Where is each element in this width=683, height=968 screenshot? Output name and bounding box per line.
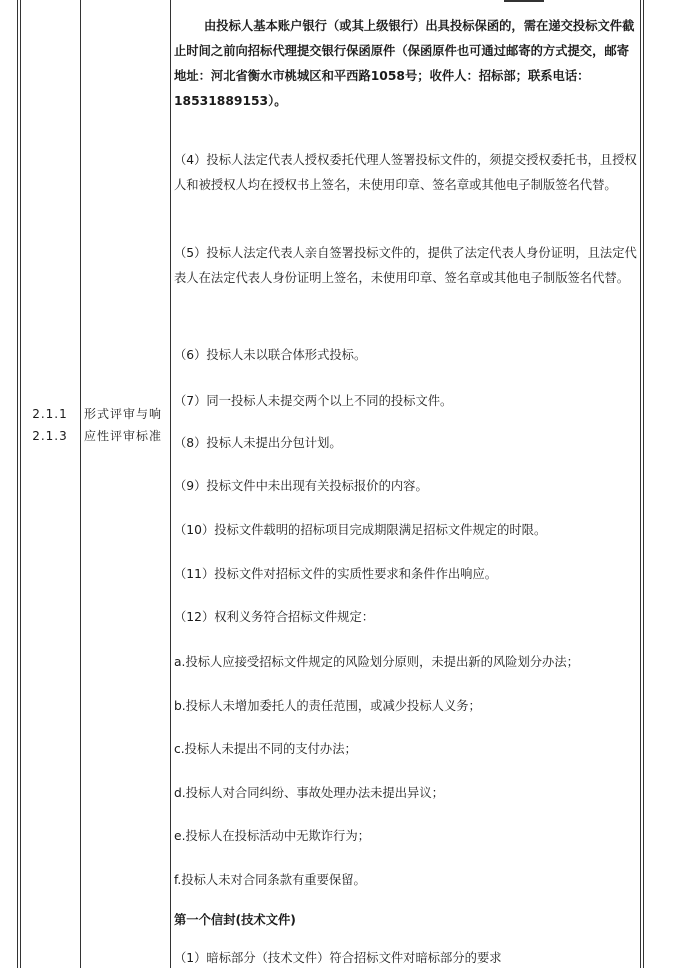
paragraph-item-11: （11）投标文件对招标文件的实质性要求和条件作出响应。 <box>174 567 498 581</box>
envelope-heading: 第一个信封(技术文件) <box>174 913 296 927</box>
paragraph-item-f: f.投标人未对合同条款有重要保留。 <box>174 873 366 887</box>
table-border-right-inner <box>640 0 641 968</box>
table-border-right-outer <box>643 0 644 968</box>
paragraph-item-e: e.投标人在投标活动中无欺诈行为； <box>174 829 370 843</box>
table-border-col-2 <box>80 0 81 968</box>
table-border-left-inner <box>20 0 21 968</box>
paragraph-item-9: （9）投标文件中未出现有关投标报价的内容。 <box>174 479 428 493</box>
paragraph-item-d: d.投标人对合同纠纷、事故处理办法未提出异议； <box>174 786 444 800</box>
paragraph-guarantee-note: 由投标人基本账户银行（或其上级银行）出具投标保函的，需在递交投标文件截止时间之前向招标代理提交银行保函原件（保函原件也可通过邮寄的方式提交，邮寄地址：河北省衡水市桃城区和平西路1058号；收件人：招标部；联系电话：18531889153）。 <box>174 19 635 108</box>
row-name-cell: 形式评审与响应性评审标准 <box>84 407 163 443</box>
paragraph-item-c: c.投标人未提出不同的支付办法； <box>174 742 357 756</box>
paragraph-item-4: （4）投标人法定代表人授权委托代理人签署投标文件的，须提交授权委托书，且授权人和被授权人均在授权书上签名，未使用印章、签名章或其他电子制版签名代替。 <box>174 153 637 192</box>
paragraph-item-b: b.投标人未增加委托人的责任范围，或减少投标人义务； <box>174 699 481 713</box>
row-number-2: 2.1.3 <box>32 429 68 443</box>
paragraph-item-8: （8）投标人未提出分包计划。 <box>174 436 342 450</box>
row-number-cell <box>20 403 80 447</box>
paragraph-item-5: （5）投标人法定代表人亲自签署投标文件的，提供了法定代表人身份证明，且法定代表人在法定代表人身份证明上签名，未使用印章、签名章或其他电子制版签名代替。 <box>174 246 637 285</box>
paragraph-tech-1: （1）暗标部分（技术文件）符合招标文件对暗标部分的要求 <box>174 951 502 965</box>
paragraph-item-6: （6）投标人未以联合体形式投标。 <box>174 348 367 362</box>
table-border-col-3 <box>170 0 171 968</box>
paragraph-item-10: （10）投标文件载明的招标项目完成期限满足招标文件规定的时限。 <box>174 523 547 537</box>
paragraph-item-12: （12）权利义务符合招标文件规定： <box>174 610 375 624</box>
paragraph-item-7: （7）同一投标人未提交两个以上不同的投标文件。 <box>174 394 453 408</box>
row-number-1: 2.1.1 <box>32 407 68 421</box>
top-edge-mark <box>504 0 544 2</box>
table-border-left-outer <box>17 0 18 968</box>
paragraph-item-a: a.投标人应接受招标文件规定的风险划分原则，未提出新的风险划分办法； <box>174 655 579 669</box>
